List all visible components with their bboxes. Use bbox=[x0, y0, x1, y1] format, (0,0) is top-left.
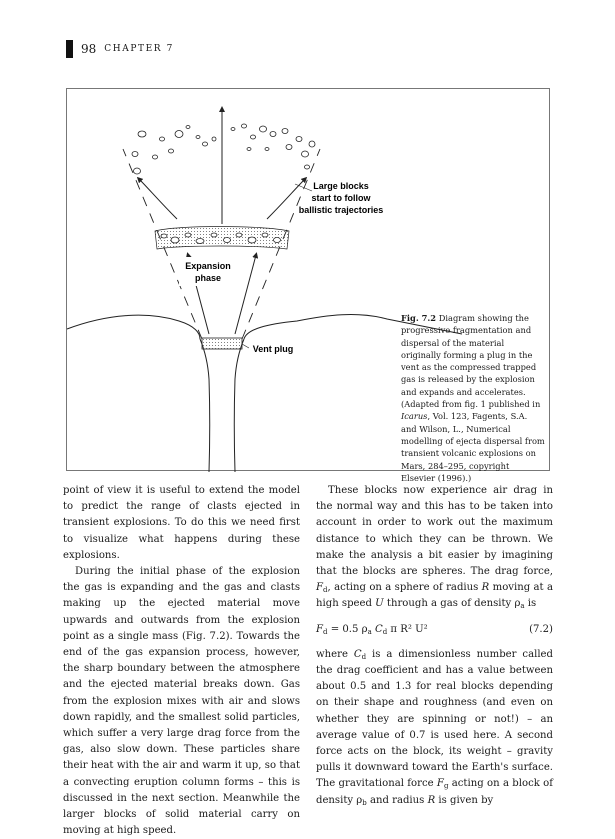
eq-rhs-sub-a: a bbox=[367, 627, 372, 636]
equation-7-2 bbox=[316, 622, 553, 638]
rp1-rho-sub: a bbox=[520, 602, 525, 611]
rp2-rho-sub: b bbox=[362, 798, 367, 807]
rp1-fd-sub: d bbox=[323, 586, 328, 595]
left-column bbox=[63, 483, 300, 839]
left-paragraph-1: point of view it is useful to extend the model to predict the range of clasts ejected in transient explosions. To do this we need first to visualize what happens during these explosions. bbox=[63, 485, 300, 561]
label-expansion-2: phase bbox=[194, 273, 222, 283]
equation-number: (7.2) bbox=[529, 623, 553, 635]
rp2-text-a: where bbox=[316, 648, 354, 660]
ballistic-arrow-left bbox=[139, 179, 177, 219]
rp2-f-sub: g bbox=[443, 782, 449, 791]
caption-text-2: , Vol. 123, Fagents, S.A. and Wilson, L., Numerical modelling of ejecta dispersal from transient volcanic explosions on Mars, 284–295, copyright Elsevier (1996).) bbox=[401, 411, 545, 483]
vent-wall-right bbox=[234, 339, 244, 472]
right-paragraph-2 bbox=[316, 647, 553, 809]
eq-rhs-1: = 0.5 ρ bbox=[327, 623, 368, 635]
rp2-c: C bbox=[353, 648, 362, 660]
chapter-label: CHAPTER 7 bbox=[104, 44, 174, 54]
rp1-u: U bbox=[375, 598, 384, 610]
rp2-text-b: is a dimensionless number called the drag coefficient and has a value between about 0.5 and 1.3 for real blocks depending on their shape and roughness (and even on whether they are spinning or not!) – an average value of 0.7 is used here. A second force acts on the block, its weight – gravity pulls it downward toward the Earth's surface. The gravitational force bbox=[316, 648, 553, 790]
expansion-arrow-right bbox=[235, 255, 256, 334]
rp1-text-b: , acting on a sphere of radius bbox=[327, 582, 482, 594]
caption-journal: Icarus bbox=[401, 411, 428, 422]
label-blocks-3: ballistic trajectories bbox=[298, 205, 384, 215]
rp1-text-e: is bbox=[524, 598, 537, 610]
right-column bbox=[316, 483, 553, 809]
eq-rhs-2: C bbox=[371, 623, 383, 635]
label-expansion-1: Expansion bbox=[185, 261, 231, 271]
vent-wall-left bbox=[200, 339, 210, 472]
caption-text-1: Diagram showing the progressive fragmentation and dispersal of the material originally forming a plug in the vent as the compressed trapped gas is released by the explosion and expands and accelerates. (Adapted from fig. 1 published in bbox=[401, 313, 541, 410]
leader-plug bbox=[242, 344, 249, 348]
caption-label: Fig. 7.2 bbox=[401, 313, 437, 323]
label-blocks-2: start to follow bbox=[311, 193, 371, 203]
right-paragraph-1 bbox=[316, 483, 553, 613]
rp2-text-c: acting on a block of density ρ bbox=[316, 778, 554, 806]
eq-rhs-3: π R² U² bbox=[387, 623, 428, 635]
vent-plug bbox=[202, 338, 242, 349]
rp1-r: R bbox=[481, 582, 490, 594]
rp2-c-sub: d bbox=[361, 652, 367, 661]
page-number: 98 bbox=[81, 42, 97, 56]
rp2-text-e: is given by bbox=[435, 794, 494, 806]
label-vent-plug: Vent plug bbox=[252, 344, 294, 354]
eq-lhs-sub: d bbox=[323, 627, 328, 636]
rp1-text-c: moving at a high speed bbox=[316, 582, 553, 610]
figure-caption bbox=[401, 312, 545, 484]
rp2-f: F bbox=[436, 778, 444, 790]
header-bar bbox=[66, 40, 73, 58]
equation-body bbox=[316, 622, 428, 638]
rp1-text-d: through a gas of density ρ bbox=[383, 598, 521, 610]
rp1-fd: F bbox=[316, 582, 324, 594]
label-blocks-1: Large blocks bbox=[313, 181, 369, 191]
ejected-blocks bbox=[132, 124, 315, 174]
running-header bbox=[66, 40, 174, 58]
eq-rhs-sub-d: d bbox=[382, 627, 388, 636]
left-paragraph-2: During the initial phase of the explosion the gas is expanding and the gas and clasts making up the ejected material move upwards and outwards from the explosion point as a single mass (Fig. 7.2). Towards the end of the gas expansion process, however, the sharp boundary between the atmosphere and the ejected material breaks down. Gas from the explosion mixes with air and slows down rapidly, and the smallest solid particles, which suffer a very large drag force from the gas, also slow down. These particles share their heat with the air and warm it up, so that a convecting eruption column forms – this is discussed in the next section. Meanwhile the larger blocks of solid material carry on moving at high speed. bbox=[63, 566, 300, 837]
rp1-text-a: These blocks now experience air drag in the normal way and this has to be taken into account in order to work out the maximum distance to which they can be thrown. We make the analysis a bit easier by imagining that the blocks are spheres. The drag force, bbox=[316, 485, 553, 578]
rp2-r: R bbox=[427, 794, 436, 806]
ground-surface-left bbox=[67, 315, 200, 339]
rp2-text-d: and radius bbox=[366, 794, 428, 806]
eq-lhs: F bbox=[316, 623, 324, 635]
